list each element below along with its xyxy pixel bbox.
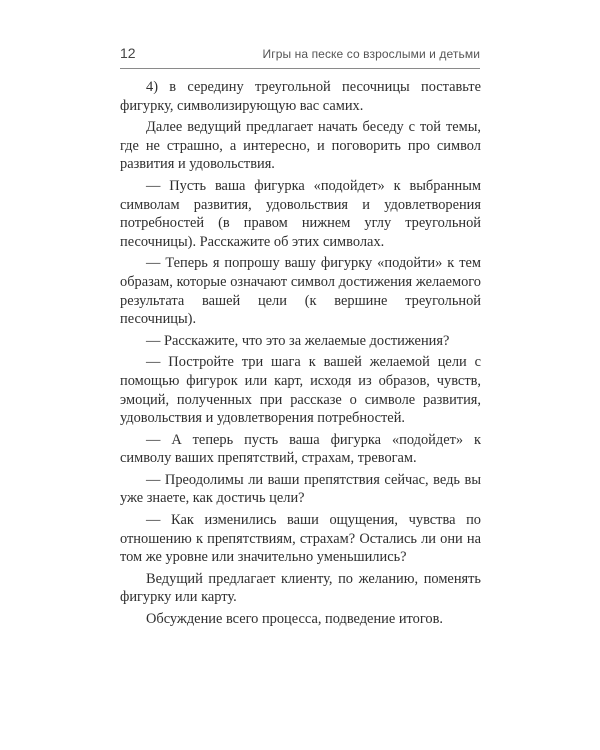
paragraph-10: Ведущий предлагает клиенту, по желанию, поменять фигурку или карту.: [120, 570, 481, 606]
paragraph-6: — Постройте три шага к вашей желаемой цели с помощью фигурок или карт, исходя из образов, чувств, эмоций, полученных при рассказе о символе развития, удовольствия и удовлетворения потребностей.: [120, 354, 481, 427]
paragraph-4: — Теперь я попрошу вашу фигурку «подойти» к тем образам, которые означают символ достижения желаемого результата вашей цели (к вершине треугольной песочницы).: [120, 255, 481, 328]
paragraph-5: — Расскажите, что это за желаемые достижения?: [146, 332, 450, 349]
paragraph-8: — Преодолимы ли ваши препятствия сейчас, ведь вы уже знаете, как достичь цели?: [120, 471, 481, 507]
paragraph-9: — Как изменились ваши ощущения, чувства по отношению к препятствиям, страхам? Остались ли они на том же уровне или значительно уменьшились?: [120, 512, 481, 566]
paragraph-11: Обсуждение всего процесса, подведение итогов.: [146, 611, 443, 628]
page-header: [120, 44, 480, 68]
paragraph-7: — А теперь пусть ваша фигурка «подойдет» к символу ваших препятствий, страхам, тревогам.: [120, 431, 481, 467]
paragraph-2: Далее ведущий предлагает начать беседу с той темы, где не страшно, а интересно, и поговорить про символ развития и удовольствия.: [120, 119, 481, 173]
paragraph-1: 4) в середину треугольной песочницы поставьте фигурку, символизирующую вас самих.: [120, 79, 481, 114]
page-number: 12: [120, 45, 136, 61]
paragraph-3: — Пусть ваша фигурка «подойдет» к выбранным символам развития, удовольствия и удовлетворения потребностей (в правом нижнем углу треугольной песочницы). Расскажите об этих символах.: [120, 177, 481, 250]
header-divider: [120, 68, 480, 69]
running-title: Игры на песке со взрослыми и детьми: [262, 47, 480, 61]
body-text: [120, 78, 481, 632]
